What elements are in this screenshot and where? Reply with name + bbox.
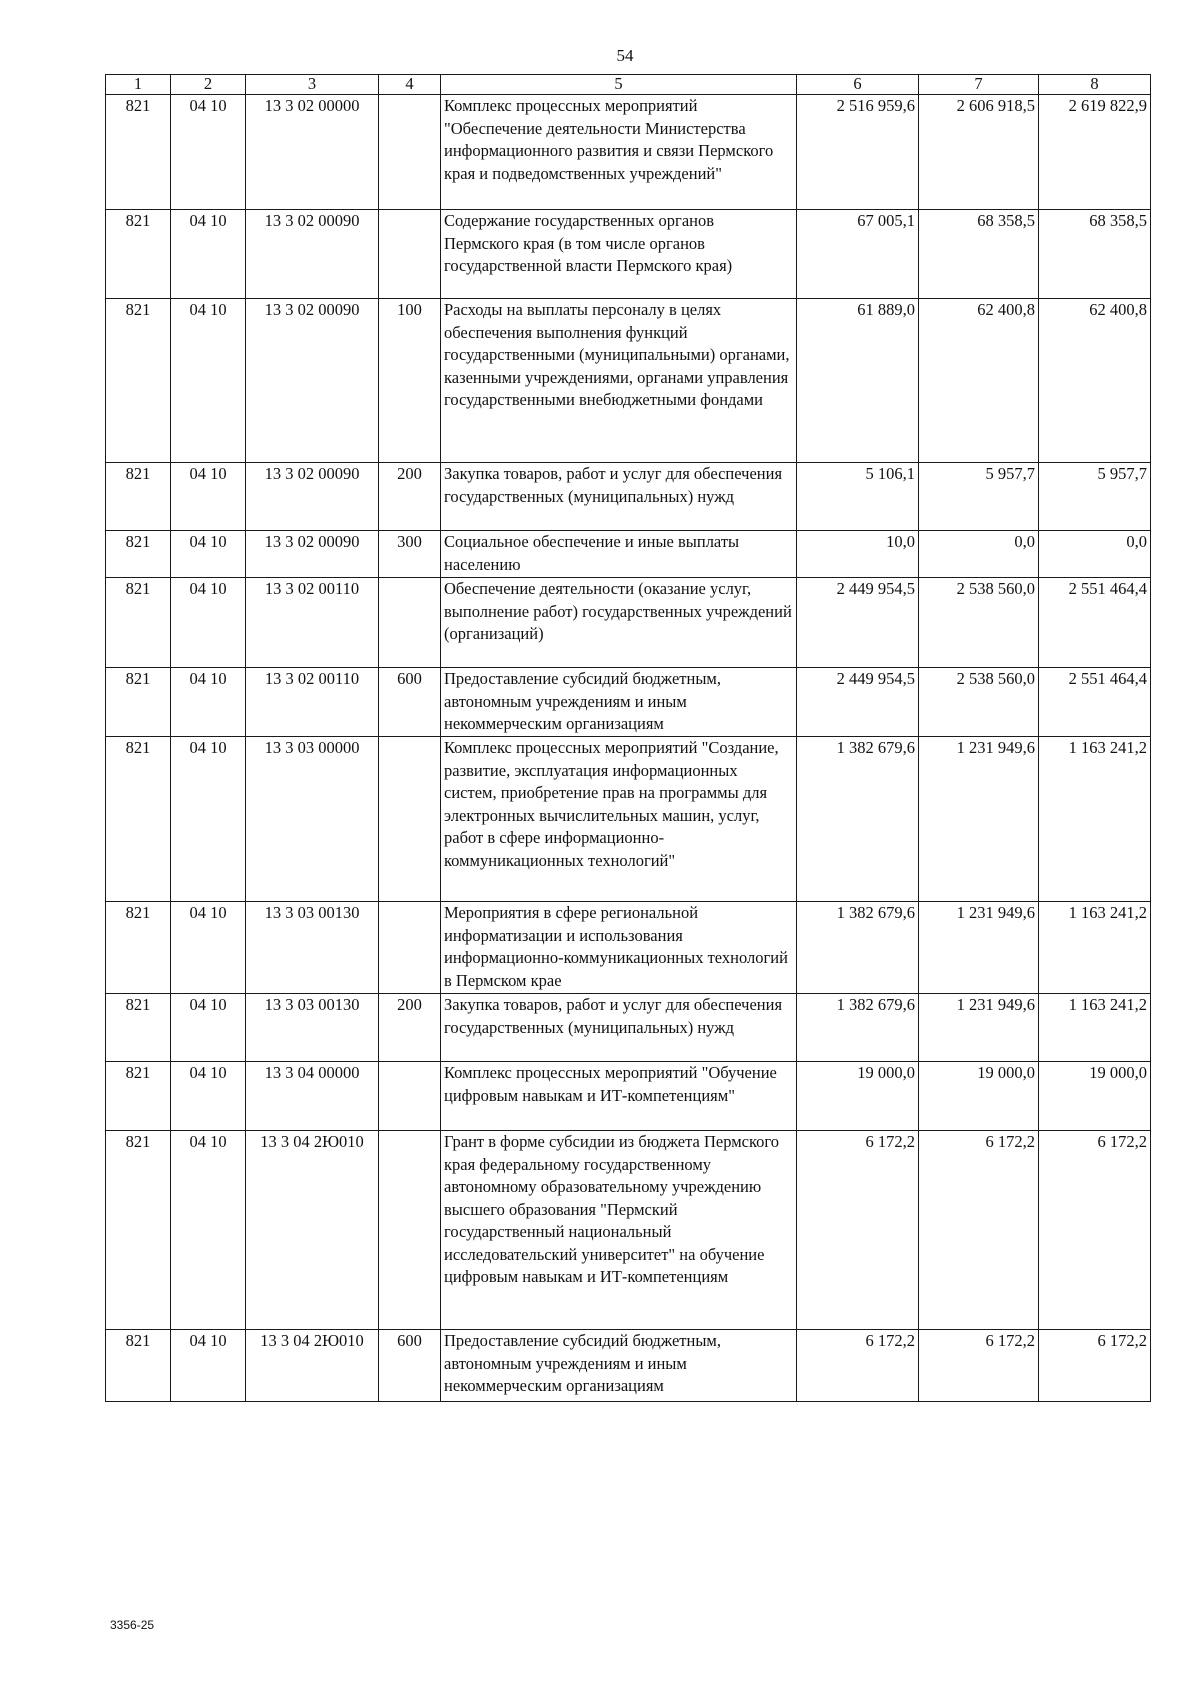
cell-description: Обеспечение деятельности (оказание услуг, выполнение работ) государственных учреждений (организаций) bbox=[441, 578, 797, 668]
cell-section-code: 04 10 bbox=[171, 531, 246, 578]
cell-expense-type bbox=[379, 578, 441, 668]
cell-amount-6: 2 449 954,5 bbox=[797, 668, 919, 737]
cell-amount-7: 68 358,5 bbox=[919, 210, 1039, 299]
cell-amount-7: 1 231 949,6 bbox=[919, 902, 1039, 994]
cell-section-code: 04 10 bbox=[171, 463, 246, 531]
cell-amount-7: 1 231 949,6 bbox=[919, 737, 1039, 902]
header-col-1: 1 bbox=[106, 75, 171, 95]
header-col-3: 3 bbox=[246, 75, 379, 95]
cell-amount-8: 62 400,8 bbox=[1039, 299, 1151, 463]
cell-admin-code: 821 bbox=[106, 994, 171, 1062]
cell-target-code: 13 3 03 00000 bbox=[246, 737, 379, 902]
table-row bbox=[106, 531, 1151, 578]
table-row bbox=[106, 902, 1151, 994]
cell-amount-6: 6 172,2 bbox=[797, 1330, 919, 1402]
cell-target-code: 13 3 02 00110 bbox=[246, 668, 379, 737]
header-col-8: 8 bbox=[1039, 75, 1151, 95]
header-col-5: 5 bbox=[441, 75, 797, 95]
cell-amount-7: 2 538 560,0 bbox=[919, 668, 1039, 737]
cell-section-code: 04 10 bbox=[171, 299, 246, 463]
cell-expense-type: 200 bbox=[379, 994, 441, 1062]
cell-description: Социальное обеспечение и иные выплаты населению bbox=[441, 531, 797, 578]
header-col-6: 6 bbox=[797, 75, 919, 95]
cell-amount-8: 1 163 241,2 bbox=[1039, 994, 1151, 1062]
cell-amount-8: 2 551 464,4 bbox=[1039, 668, 1151, 737]
table-row bbox=[106, 299, 1151, 463]
table-row bbox=[106, 1062, 1151, 1131]
cell-admin-code: 821 bbox=[106, 210, 171, 299]
table-row bbox=[106, 210, 1151, 299]
page-number: 54 bbox=[616, 46, 634, 65]
document-code: 3356-25 bbox=[110, 1618, 155, 1632]
cell-amount-6: 5 106,1 bbox=[797, 463, 919, 531]
cell-amount-6: 19 000,0 bbox=[797, 1062, 919, 1131]
cell-amount-8: 1 163 241,2 bbox=[1039, 902, 1151, 994]
cell-admin-code: 821 bbox=[106, 578, 171, 668]
cell-amount-7: 2 606 918,5 bbox=[919, 95, 1039, 210]
cell-amount-8: 2 551 464,4 bbox=[1039, 578, 1151, 668]
cell-amount-7: 0,0 bbox=[919, 531, 1039, 578]
cell-section-code: 04 10 bbox=[171, 994, 246, 1062]
cell-admin-code: 821 bbox=[106, 668, 171, 737]
table-row bbox=[106, 737, 1151, 902]
cell-amount-8: 0,0 bbox=[1039, 531, 1151, 578]
cell-amount-8: 5 957,7 bbox=[1039, 463, 1151, 531]
cell-amount-6: 1 382 679,6 bbox=[797, 994, 919, 1062]
cell-description: Предоставление субсидий бюджетным, автономным учреждениям и иным некоммерческим организациям bbox=[441, 1330, 797, 1402]
cell-expense-type bbox=[379, 95, 441, 210]
table-row bbox=[106, 578, 1151, 668]
cell-expense-type bbox=[379, 737, 441, 902]
cell-amount-8: 6 172,2 bbox=[1039, 1131, 1151, 1330]
cell-description: Предоставление субсидий бюджетным, автономным учреждениям и иным некоммерческим организациям bbox=[441, 668, 797, 737]
cell-expense-type bbox=[379, 902, 441, 994]
header-row bbox=[106, 75, 1151, 95]
cell-amount-7: 2 538 560,0 bbox=[919, 578, 1039, 668]
cell-expense-type: 300 bbox=[379, 531, 441, 578]
cell-target-code: 13 3 04 2Ю010 bbox=[246, 1131, 379, 1330]
cell-target-code: 13 3 02 00090 bbox=[246, 531, 379, 578]
cell-amount-8: 68 358,5 bbox=[1039, 210, 1151, 299]
cell-amount-7: 6 172,2 bbox=[919, 1330, 1039, 1402]
cell-admin-code: 821 bbox=[106, 531, 171, 578]
cell-expense-type: 600 bbox=[379, 1330, 441, 1402]
table-row bbox=[106, 1330, 1151, 1402]
cell-admin-code: 821 bbox=[106, 737, 171, 902]
cell-expense-type bbox=[379, 210, 441, 299]
cell-amount-7: 19 000,0 bbox=[919, 1062, 1039, 1131]
header-col-7: 7 bbox=[919, 75, 1039, 95]
cell-amount-6: 61 889,0 bbox=[797, 299, 919, 463]
table-row bbox=[106, 994, 1151, 1062]
cell-target-code: 13 3 02 00000 bbox=[246, 95, 379, 210]
table-row bbox=[106, 463, 1151, 531]
cell-amount-8: 19 000,0 bbox=[1039, 1062, 1151, 1131]
cell-admin-code: 821 bbox=[106, 1062, 171, 1131]
cell-target-code: 13 3 04 00000 bbox=[246, 1062, 379, 1131]
cell-amount-8: 2 619 822,9 bbox=[1039, 95, 1151, 210]
cell-amount-8: 1 163 241,2 bbox=[1039, 737, 1151, 902]
budget-table bbox=[105, 74, 1151, 1402]
cell-expense-type: 600 bbox=[379, 668, 441, 737]
table-row bbox=[106, 95, 1151, 210]
cell-target-code: 13 3 03 00130 bbox=[246, 994, 379, 1062]
cell-description: Закупка товаров, работ и услуг для обеспечения государственных (муниципальных) нужд bbox=[441, 463, 797, 531]
cell-description: Грант в форме субсидии из бюджета Пермского края федеральному государственному автономному образовательному учреждению высшего образования "Пермский государственный национальный исследовательский университет" на обучение цифровым навыкам и ИТ-компетенциям bbox=[441, 1131, 797, 1330]
cell-section-code: 04 10 bbox=[171, 737, 246, 902]
cell-admin-code: 821 bbox=[106, 1131, 171, 1330]
cell-expense-type: 200 bbox=[379, 463, 441, 531]
cell-description: Комплекс процессных мероприятий "Обеспечение деятельности Министерства информационного развития и связи Пермского края и подведомственных учреждений" bbox=[441, 95, 797, 210]
cell-admin-code: 821 bbox=[106, 902, 171, 994]
cell-amount-6: 2 449 954,5 bbox=[797, 578, 919, 668]
cell-section-code: 04 10 bbox=[171, 902, 246, 994]
cell-amount-7: 62 400,8 bbox=[919, 299, 1039, 463]
cell-target-code: 13 3 02 00110 bbox=[246, 578, 379, 668]
cell-admin-code: 821 bbox=[106, 463, 171, 531]
header-col-4: 4 bbox=[379, 75, 441, 95]
cell-expense-type bbox=[379, 1131, 441, 1330]
cell-amount-6: 2 516 959,6 bbox=[797, 95, 919, 210]
cell-expense-type bbox=[379, 1062, 441, 1131]
cell-target-code: 13 3 02 00090 bbox=[246, 299, 379, 463]
cell-section-code: 04 10 bbox=[171, 668, 246, 737]
cell-amount-6: 6 172,2 bbox=[797, 1131, 919, 1330]
cell-amount-6: 67 005,1 bbox=[797, 210, 919, 299]
cell-expense-type: 100 bbox=[379, 299, 441, 463]
cell-target-code: 13 3 04 2Ю010 bbox=[246, 1330, 379, 1402]
cell-admin-code: 821 bbox=[106, 299, 171, 463]
cell-description: Расходы на выплаты персоналу в целях обеспечения выполнения функций государственными (муниципальными) органами, казенными учреждениями, органами управления государственными внебюджетными фондами bbox=[441, 299, 797, 463]
cell-amount-6: 1 382 679,6 bbox=[797, 737, 919, 902]
cell-admin-code: 821 bbox=[106, 1330, 171, 1402]
cell-admin-code: 821 bbox=[106, 95, 171, 210]
header-col-2: 2 bbox=[171, 75, 246, 95]
cell-amount-6: 1 382 679,6 bbox=[797, 902, 919, 994]
cell-description: Содержание государственных органов Пермского края (в том числе органов государственной власти Пермского края) bbox=[441, 210, 797, 299]
cell-amount-8: 6 172,2 bbox=[1039, 1330, 1151, 1402]
cell-description: Закупка товаров, работ и услуг для обеспечения государственных (муниципальных) нужд bbox=[441, 994, 797, 1062]
cell-section-code: 04 10 bbox=[171, 1131, 246, 1330]
cell-section-code: 04 10 bbox=[171, 578, 246, 668]
cell-amount-7: 5 957,7 bbox=[919, 463, 1039, 531]
cell-description: Комплекс процессных мероприятий "Обучение цифровым навыкам и ИТ-компетенциям" bbox=[441, 1062, 797, 1131]
cell-description: Мероприятия в сфере региональной информатизации и использования информационно-коммуникационных технологий в Пермском крае bbox=[441, 902, 797, 994]
cell-target-code: 13 3 02 00090 bbox=[246, 463, 379, 531]
cell-target-code: 13 3 02 00090 bbox=[246, 210, 379, 299]
table-row bbox=[106, 1131, 1151, 1330]
cell-section-code: 04 10 bbox=[171, 210, 246, 299]
cell-amount-7: 1 231 949,6 bbox=[919, 994, 1039, 1062]
cell-amount-7: 6 172,2 bbox=[919, 1131, 1039, 1330]
table-row bbox=[106, 668, 1151, 737]
cell-target-code: 13 3 03 00130 bbox=[246, 902, 379, 994]
cell-amount-6: 10,0 bbox=[797, 531, 919, 578]
cell-section-code: 04 10 bbox=[171, 1330, 246, 1402]
cell-description: Комплекс процессных мероприятий "Создание, развитие, эксплуатация информационных систем, приобретение прав на программы для электронных вычислительных машин, услуг, работ в сфере информационно-коммуникационных технологий" bbox=[441, 737, 797, 902]
cell-section-code: 04 10 bbox=[171, 95, 246, 210]
cell-section-code: 04 10 bbox=[171, 1062, 246, 1131]
